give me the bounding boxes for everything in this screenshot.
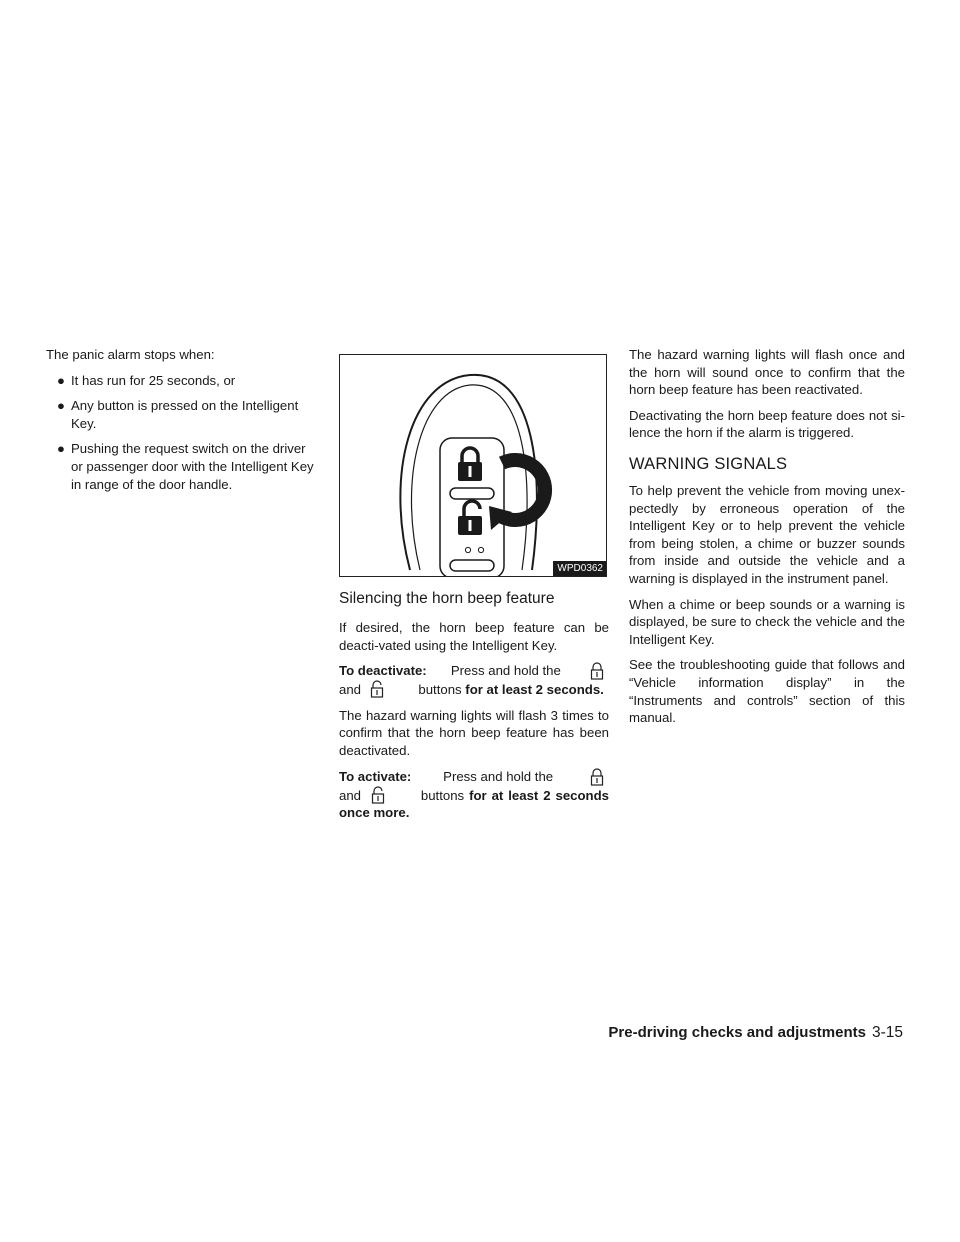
lock-button-icon (587, 768, 607, 786)
unlock-button-icon (368, 786, 388, 804)
deactivate-label: To deactivate: (339, 663, 427, 679)
activate-label: To activate: (339, 768, 412, 784)
warning-signals-heading: WARNING SIGNALS (629, 454, 788, 473)
warning-paragraph-2: When a chime or beep sounds or a warning is displayed, be sure to check the vehicle and the Intelligent Key. (629, 596, 905, 647)
lock-button-icon (587, 662, 607, 680)
list-item: ● It has run for 25 seconds, or (57, 372, 236, 388)
unlock-button-icon (367, 680, 387, 698)
page-footer (608, 1023, 903, 1043)
figure-label: WPD0362 (553, 561, 606, 576)
reactivated-note: The hazard warning lights will flash once and the horn will sound once to confirm that the horn beep feature has been reactivated. (629, 347, 905, 398)
intelligent-key-figure (339, 354, 607, 577)
panic-alarm-intro: The panic alarm stops when: (46, 347, 215, 362)
panic-alarm-list (46, 372, 316, 494)
page-number: 3-15 (871, 1024, 903, 1041)
bullet-icon: ● (57, 398, 65, 414)
deactivated-note: The hazard warning lights will flash 3 times to confirm that the horn beep feature has been deactivated. (339, 707, 609, 758)
intelligent-key-illustration (340, 355, 607, 577)
column-left (46, 346, 316, 501)
list-item: ● Pushing the request switch on the driver or passenger door with the Intelligent Key in range of the door handle. (57, 441, 314, 492)
activate-instruction: To activate: Press and hold the and buttons for at least 2 seconds once more. (339, 768, 610, 821)
column-right (629, 346, 905, 735)
footer-section-title: Pre-driving checks and adjustments (608, 1024, 866, 1041)
bullet-icon: ● (57, 372, 65, 388)
horn-beep-intro: If desired, the horn beep feature can be deacti-vated using the Intelligent Key. (339, 620, 609, 653)
column-middle (339, 346, 609, 830)
horn-beep-heading: Silencing the horn beep feature (339, 590, 555, 607)
warning-paragraph-1: To help prevent the vehicle from moving unex-pectedly by erroneous operation of the Intelligent Key or to help prevent the vehicle from being stolen, a chime or buzzer sounds from inside and outside the vehicle and a warning is displayed in the instrument panel. (629, 482, 905, 586)
bullet-icon: ● (57, 441, 65, 457)
list-item: ● Any button is pressed on the Intelligent Key. (57, 398, 299, 431)
warning-paragraph-3: See the troubleshooting guide that follows and “Vehicle information display” in the “Instruments and controls” section of this manual. (629, 657, 905, 726)
deactivate-instruction: To deactivate: Press and hold the and buttons for at least 2 seconds. (339, 662, 609, 699)
no-silence-note: Deactivating the horn beep feature does not si-lence the horn if the alarm is triggered. (629, 407, 905, 441)
